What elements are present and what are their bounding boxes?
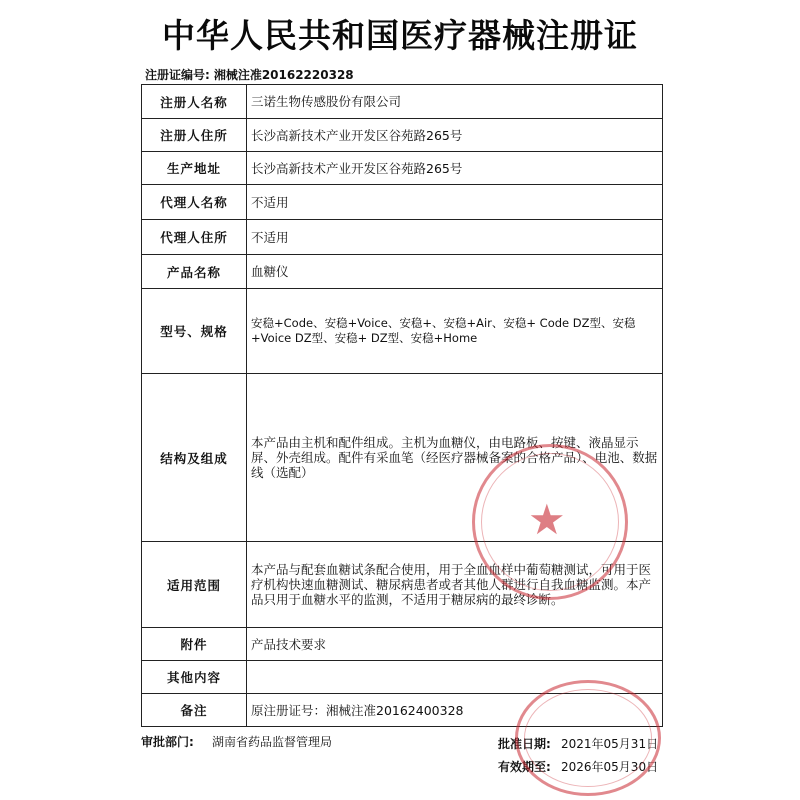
certificate-table [141,84,663,727]
row-value: 不适用 [247,185,663,220]
valid-until [498,758,658,775]
valid-until-label: 有效期至: [498,760,551,774]
approval-department-value: 湖南省药品监督管理局 [212,735,333,749]
valid-until-value: 2026年05月30日 [561,760,659,774]
row-value: 本产品由主机和配件组成。主机为血糖仪，由电路板、按键、液晶显示屏、外壳组成。配件有采血笔（经医疗器械备案的合格产品）、电池、数据线（选配） [247,374,663,542]
row-value: 不适用 [247,220,663,255]
certificate-title: 中华人民共和国医疗器械注册证 [162,16,638,55]
approval-date-label: 批准日期: [498,737,551,751]
row-value: 长沙高新技术产业开发区谷苑路265号 [247,152,663,185]
row-label: 附件 [142,628,247,661]
star-icon: ★ [528,495,566,544]
row-label: 其他内容 [142,661,247,694]
table-row [142,185,663,220]
table-row [142,694,663,727]
table-row [142,628,663,661]
row-value: 长沙高新技术产业开发区谷苑路265号 [247,119,663,152]
row-label: 注册人名称 [142,85,247,119]
table-row [142,255,663,289]
row-value [247,661,663,694]
table-row [142,152,663,185]
row-label: 注册人住所 [142,119,247,152]
row-label: 生产地址 [142,152,247,185]
table-row [142,85,663,119]
row-label: 结构及组成 [142,374,247,542]
row-value: 三诺生物传感股份有限公司 [247,85,663,119]
row-value: 产品技术要求 [247,628,663,661]
row-value: 本产品与配套血糖试条配合使用，用于全血血样中葡萄糖测试，可用于医疗机构快速血糖测试、糖尿病患者或者其他人群进行自我血糖监测。本产品只用于血糖水平的监测，不适用于糖尿病的最终诊断。 [247,542,663,628]
table-row [142,220,663,255]
row-value: 安稳+Code、安稳+Voice、安稳+、安稳+Air、安稳+ Code DZ型、安稳+Voice DZ型、安稳+ DZ型、安稳+Home [247,289,663,374]
table-row [142,542,663,628]
approval-department-label: 审批部门: [141,735,194,749]
row-label: 备注 [142,694,247,727]
row-label: 代理人名称 [142,185,247,220]
row-value: 血糖仪 [247,255,663,289]
row-label: 适用范围 [142,542,247,628]
row-label: 型号、规格 [142,289,247,374]
table-row [142,289,663,374]
row-label: 产品名称 [142,255,247,289]
row-label: 代理人住所 [142,220,247,255]
table-row [142,374,663,542]
row-value: 原注册证号：湘械注准20162400328 [247,694,663,727]
approval-date-value: 2021年05月31日 [561,737,659,751]
approval-department [141,733,332,750]
table-row [142,119,663,152]
approval-date [498,735,658,752]
registration-number-label: 注册证编号: [145,68,210,82]
table-row [142,661,663,694]
registration-number-value: 湘械注准20162220328 [213,68,354,82]
registration-number [145,66,354,83]
